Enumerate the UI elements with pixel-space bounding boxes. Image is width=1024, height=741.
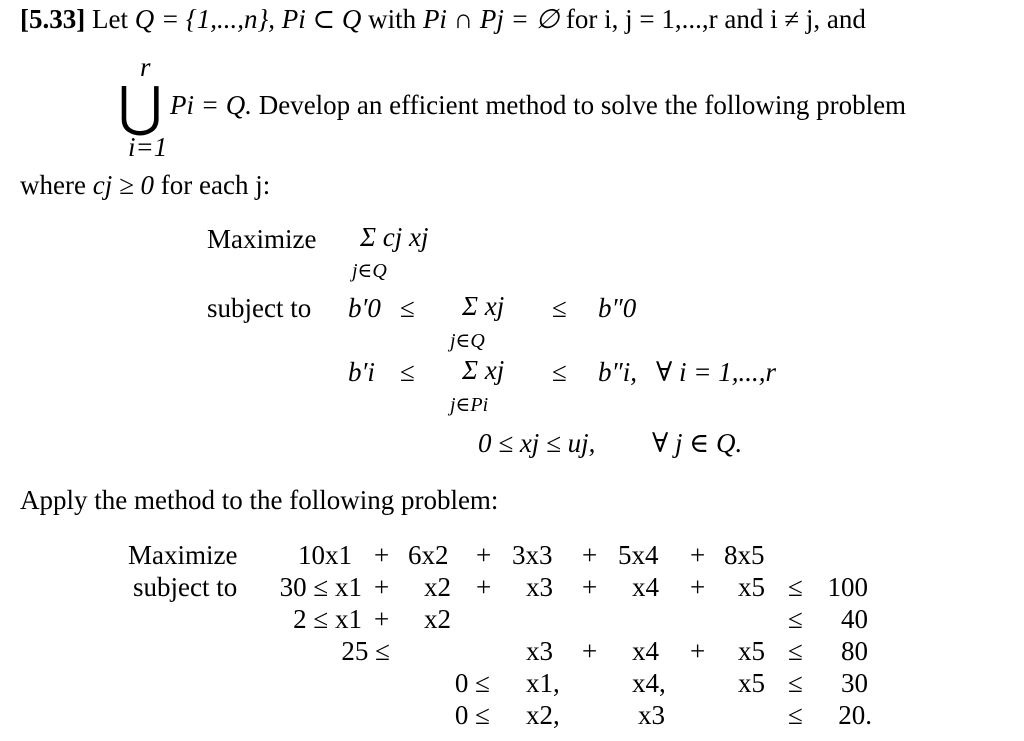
row4-op: ≤: [788, 668, 803, 698]
obj-plus-1: +: [374, 540, 390, 570]
row1-lhs: 30 ≤ x1: [279, 572, 362, 602]
general-objective: Σ cj xj: [360, 222, 429, 252]
c2-index: j∈Pi: [450, 394, 489, 416]
union-equals: Pi = Q.: [170, 90, 252, 120]
row1-term: x3: [526, 572, 553, 602]
c1-op2: ≤: [552, 293, 567, 323]
row1-term: +: [690, 572, 706, 602]
c3-forall: ∀ j ∈ Q.: [652, 428, 743, 458]
c2-forall: ∀ i = 1,...,r: [656, 357, 777, 387]
let-word: Let: [91, 4, 128, 34]
pi-subset: Pi ⊂ Q: [281, 4, 362, 34]
obj-plus-3: +: [582, 540, 598, 570]
c2-sum: Σ xj: [462, 355, 505, 385]
union-symbol: ⋃: [118, 77, 163, 137]
row4-rhs: 30: [841, 668, 868, 698]
apply-text: Apply the method to the following problem:: [20, 485, 499, 515]
problem-statement-line1: [20, 6, 866, 33]
cj-nonneg: cj ≥ 0: [92, 170, 155, 200]
c2-rhs: b″i,: [598, 357, 637, 387]
row5-rhs: 20.: [838, 700, 872, 730]
obj-term-1: 10x1: [298, 540, 352, 570]
obj-term-5: 8x5: [724, 540, 765, 570]
row3-op: ≤: [788, 636, 803, 666]
row3-term: x5: [738, 636, 765, 666]
row2-term: x2: [424, 604, 451, 634]
union-bottom: i=1: [128, 132, 168, 162]
union-top: r: [140, 52, 151, 82]
row3-term: +: [690, 636, 706, 666]
for-each-j: for each j:: [160, 170, 271, 200]
row5-term: x2,: [526, 700, 560, 730]
row4-term: x1,: [526, 668, 560, 698]
row4-lhs: 0 ≤: [454, 668, 490, 698]
c1-sum: Σ xj: [462, 291, 505, 321]
row2-lhs: 2 ≤ x1: [293, 604, 362, 634]
c2-op1: ≤: [400, 357, 415, 387]
row1-term: +: [582, 572, 598, 602]
row1-op: ≤: [788, 572, 803, 602]
with-word: with: [368, 4, 417, 34]
c1-index: j∈Q: [450, 330, 485, 352]
numeric-maximize-label: Maximize: [128, 540, 238, 570]
where-word: where: [20, 170, 86, 200]
c3-bounds: 0 ≤ xj ≤ uj,: [478, 428, 596, 458]
row5-lhs: 0 ≤: [454, 700, 490, 730]
obj-plus-4: +: [690, 540, 706, 570]
disjoint-condition: Pi ∩ Pj = ∅: [422, 4, 560, 34]
c2-op2: ≤: [552, 357, 567, 387]
obj-term-3: 3x3: [512, 540, 553, 570]
develop-text: Develop an efficient method to solve the following problem: [258, 90, 907, 120]
problem-statement-line2: [170, 92, 906, 119]
numeric-subject-to-label: subject to: [133, 572, 238, 602]
general-objective-index: j∈Q: [352, 260, 387, 282]
row1-term: +: [374, 572, 390, 602]
row1-term: x5: [738, 572, 765, 602]
obj-term-2: 6x2: [408, 540, 449, 570]
row1-term: +: [476, 572, 492, 602]
general-subject-to-label: subject to: [207, 293, 312, 323]
c2-lhs: b′i: [348, 357, 375, 387]
for-indices: for i, j = 1,...,r and i ≠ j, and: [565, 4, 866, 34]
row2-rhs: 40: [841, 604, 868, 634]
problem-statement-line3: [20, 172, 270, 199]
row2-term: +: [374, 604, 390, 634]
c1-lhs: b′0: [348, 293, 381, 323]
row5-op: ≤: [788, 700, 803, 730]
row3-rhs: 80: [841, 636, 868, 666]
obj-term-4: 5x4: [618, 540, 659, 570]
row5-term: x3: [638, 700, 665, 730]
obj-plus-2: +: [476, 540, 492, 570]
c1-rhs: b″0: [598, 293, 637, 323]
problem-label: [5.33]: [20, 4, 86, 34]
row1-rhs: 100: [827, 572, 868, 602]
row3-term: x4: [632, 636, 659, 666]
row1-term: x4: [632, 572, 659, 602]
row4-term: x5: [738, 668, 765, 698]
row3-lhs: 25 ≤: [341, 636, 390, 666]
row2-op: ≤: [788, 604, 803, 634]
general-maximize-label: Maximize: [207, 224, 317, 254]
row4-term: x4,: [632, 668, 666, 698]
row1-term: x2: [424, 572, 451, 602]
row3-term: x3: [526, 636, 553, 666]
row3-term: +: [582, 636, 598, 666]
c1-op1: ≤: [400, 293, 415, 323]
q-definition: Q = {1,...,n},: [134, 4, 276, 34]
